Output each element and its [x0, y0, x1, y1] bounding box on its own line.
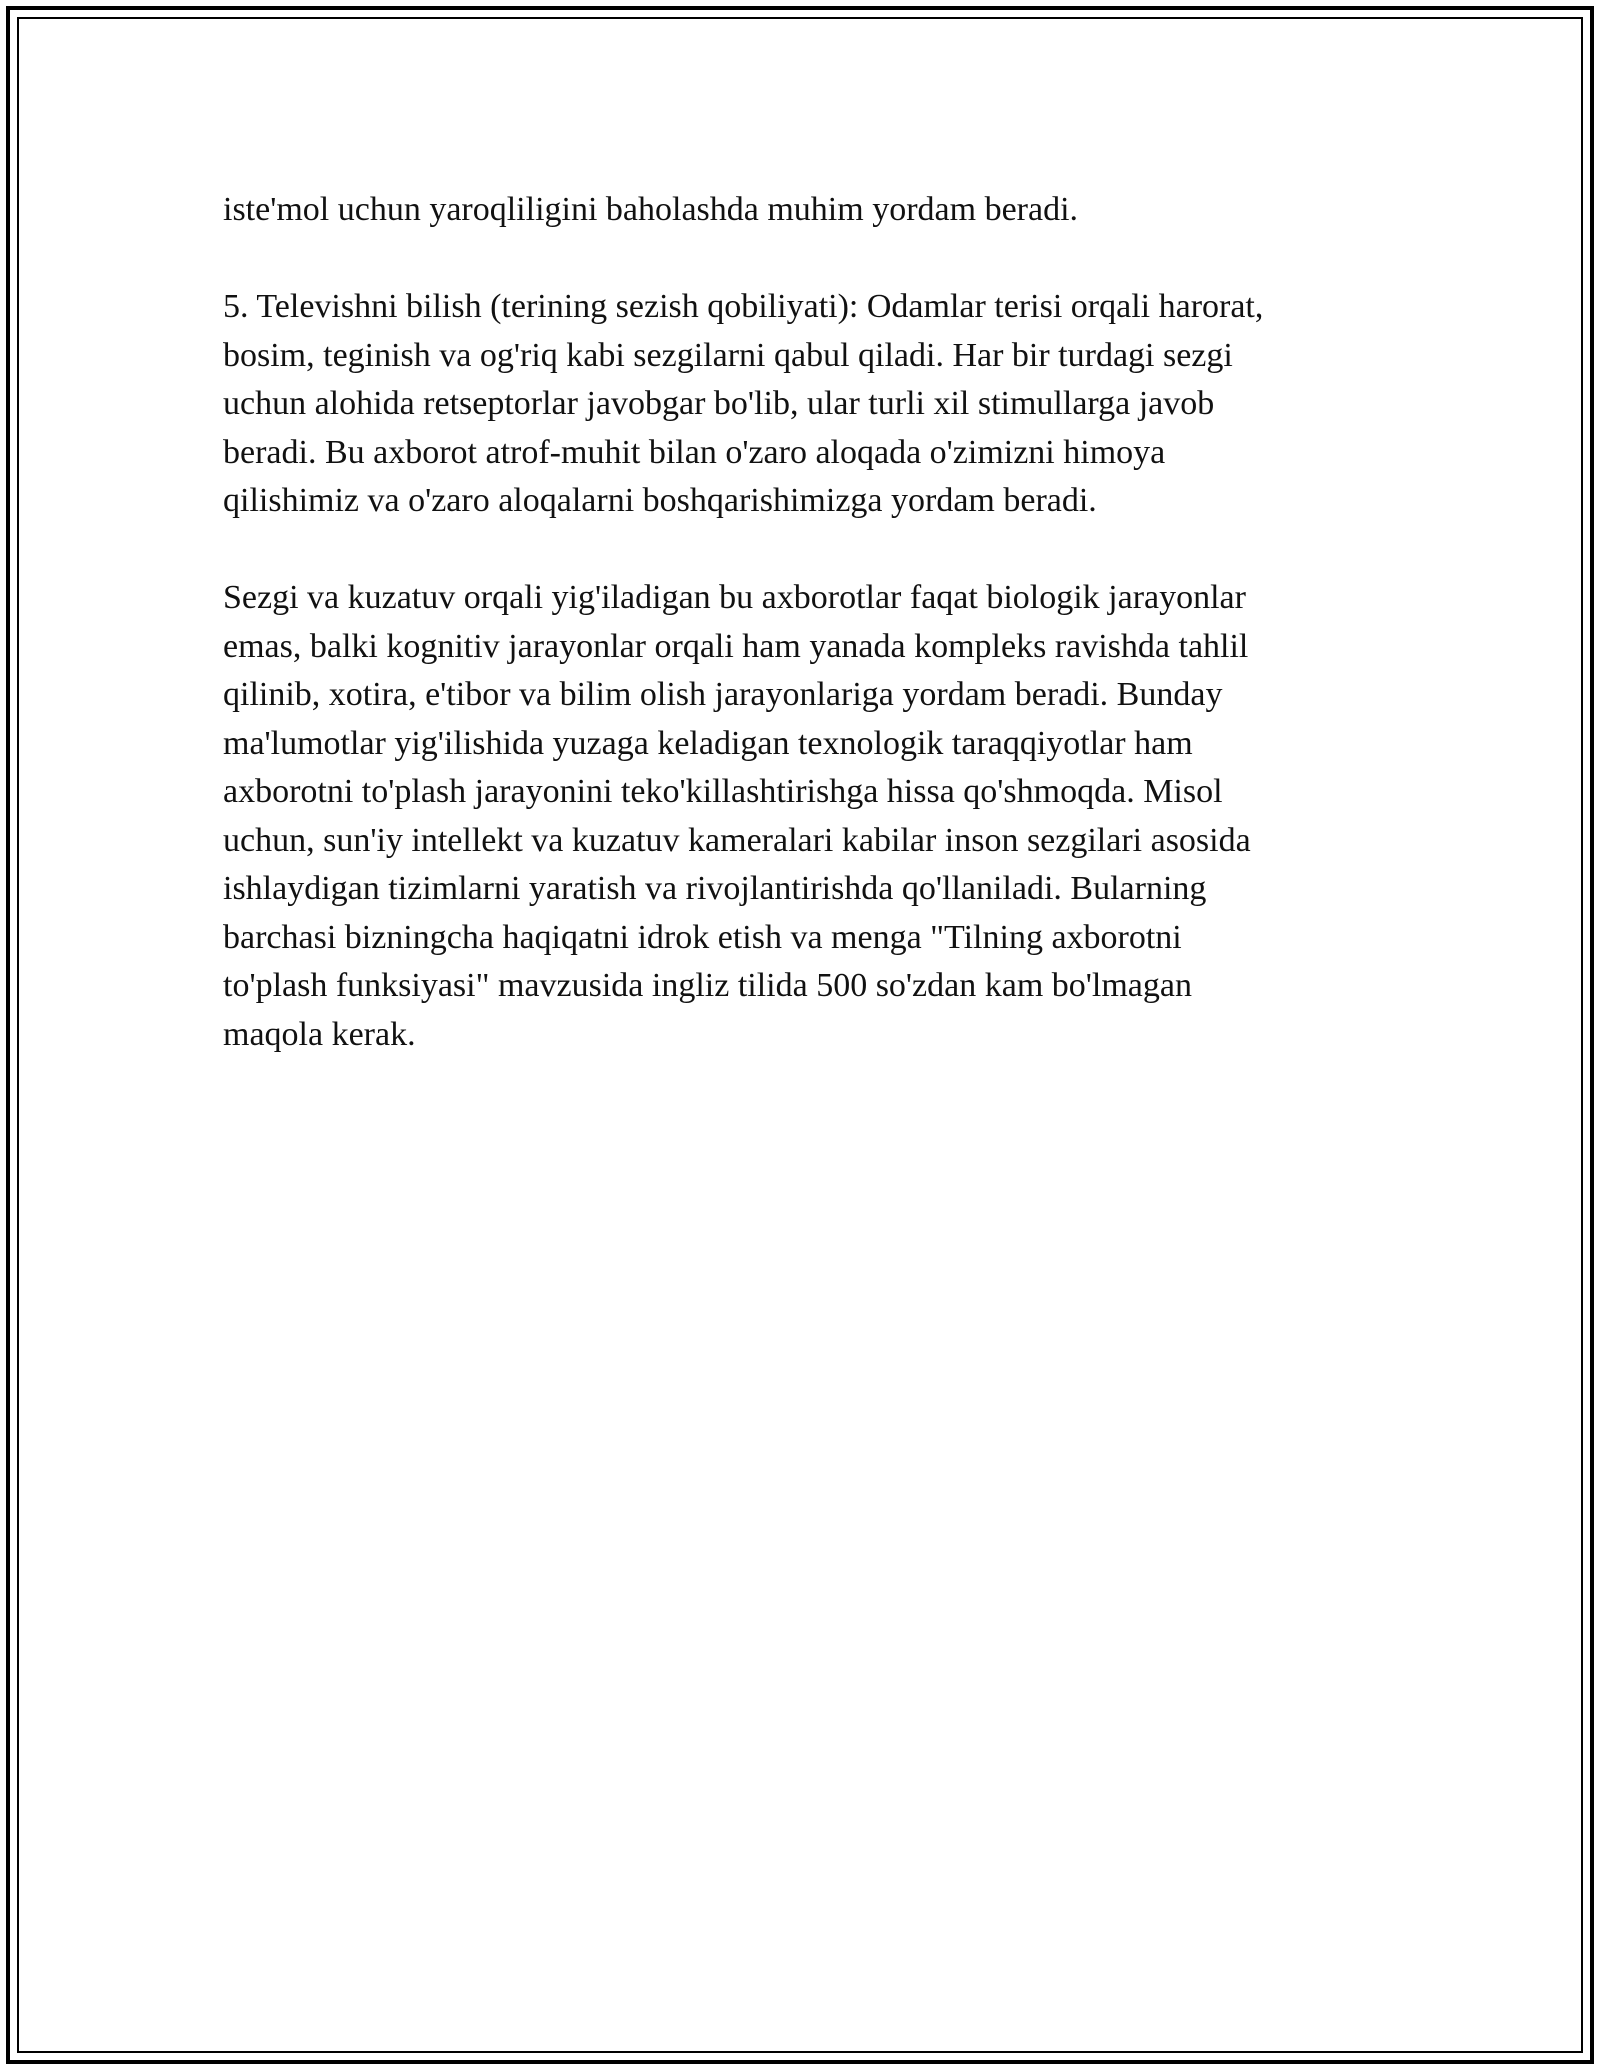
paragraph-touch-sense: 5. Televishni bilish (terining sezish qobiliyati): Odamlar terisi orqali harorat, bosim, teginish va og'riq kabi sezgilarni qabul qiladi. Har bir turdagi sezgi uchun alohida retseptorlar javobgar bo'lib, ular turli xil stimullarga javob beradi. Bu axborot atrof-muhit bilan o'zaro aloqada o'zimizni himoya qilishimiz va o'zaro aloqalarni boshqarishimizga yordam beradi. — [223, 288, 1264, 519]
paragraph-continuation: iste'mol uchun yaroqliligini baholashda muhim yordam beradi. — [223, 191, 1079, 228]
document-body — [223, 186, 1403, 1059]
paragraph-conclusion: Sezgi va kuzatuv orqali yig'iladigan bu axborotlar faqat biologik jarayonlar emas, balki kognitiv jarayonlar orqali ham yanada kompleks ravishda tahlil qilinib, xotira, e'tibor va bilim olish jarayonlariga yordam beradi. Bunday ma'lumotlar yig'ilishida yuzaga keladigan texnologik taraqqiyotlar ham axborotni to'plash jarayonini teko'killashtirishga hissa qo'shmoqda. Misol uchun, sun'iy intellekt va kuzatuv kameralari kabilar inson sezgilari asosida ishlaydigan tizimlarni yaratish va rivojlantirishda qo'llaniladi. Bularning barchasi bizningcha haqiqatni idrok etish va menga "Tilning axborotni to'plash funksiyasi" mavzusida ingliz tilida 500 so'zdan kam bo'lmagan maqola kerak. — [223, 579, 1251, 1053]
